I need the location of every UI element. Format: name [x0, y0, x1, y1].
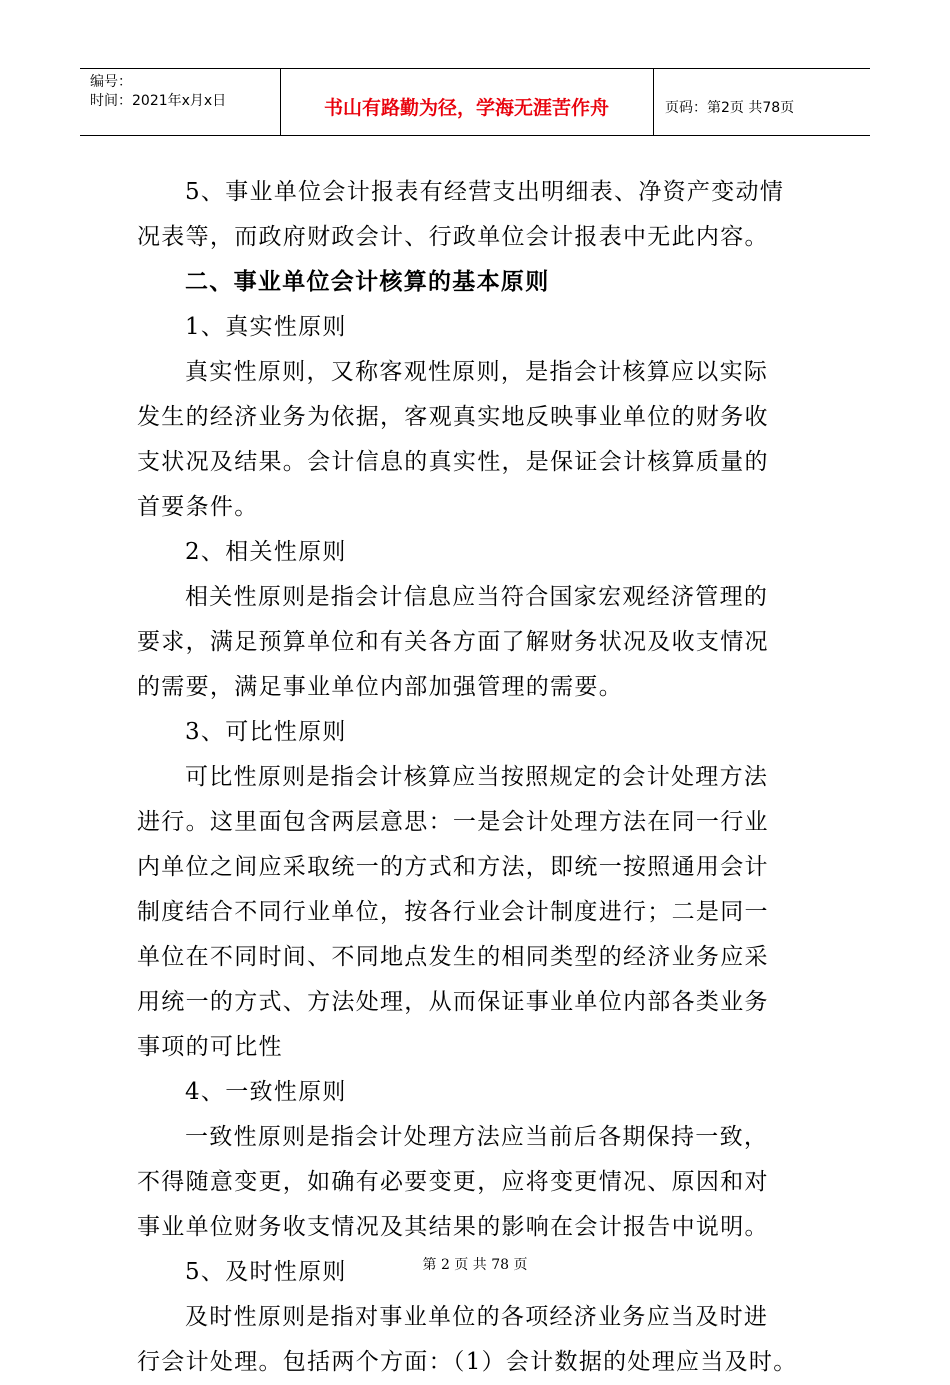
page-footer: 第 2 页 共 78 页: [422, 1257, 528, 1273]
text-line: 5、事业单位会计报表有经营支出明细表、净资产变动情: [185, 179, 785, 205]
text-line: 2、相关性原则: [185, 539, 347, 565]
document-number-label: 编号：: [90, 74, 132, 90]
header-motto: 书山有路勤为径，学海无涯苦作舟: [323, 97, 609, 119]
text-line: 况表等，而政府财政会计、行政单位会计报表中无此内容。: [137, 224, 769, 250]
text-line: 4、一致性原则: [185, 1079, 347, 1105]
text-line: 可比性原则是指会计核算应当按照规定的会计处理方法: [185, 764, 769, 790]
text-line: 事项的可比性: [137, 1034, 283, 1060]
text-line: 单位在不同时间、不同地点发生的相同类型的经济业务应采: [137, 944, 769, 970]
text-line: 用统一的方式、方法处理，从而保证事业单位内部各类业务: [137, 989, 769, 1015]
text-line: 相关性原则是指会计信息应当符合国家宏观经济管理的: [185, 584, 769, 610]
text-line: 事业单位财务收支情况及其结果的影响在会计报告中说明。: [137, 1214, 769, 1240]
text-line: 进行。这里面包含两层意思：一是会计处理方法在同一行业: [137, 809, 769, 835]
text-line: 的需要，满足事业单位内部加强管理的需要。: [137, 674, 623, 700]
text-line: 要求，满足预算单位和有关各方面了解财务状况及收支情况: [137, 629, 769, 655]
text-line: 制度结合不同行业单位，按各行业会计制度进行；二是同一: [137, 899, 769, 925]
document-date: 时间：2021年x月x日: [90, 93, 227, 109]
text-line: 真实性原则，又称客观性原则，是指会计核算应以实际: [185, 359, 769, 385]
header-meta: [90, 73, 275, 111]
text-line: 5、及时性原则: [185, 1259, 347, 1285]
text-line: 一致性原则是指会计处理方法应当前后各期保持一致，: [185, 1124, 769, 1150]
text-line: 发生的经济业务为依据，客观真实地反映事业单位的财务收: [137, 404, 769, 430]
header-page-info: 页码：第2页 共78页: [665, 100, 795, 116]
text-line: 不得随意变更，如确有必要变更，应将变更情况、原因和对: [137, 1169, 769, 1195]
section-heading: 二、事业单位会计核算的基本原则: [185, 269, 550, 295]
text-line: 及时性原则是指对事业单位的各项经济业务应当及时进: [185, 1304, 769, 1330]
header-bottom-rule: [80, 135, 870, 136]
text-line: 3、可比性原则: [185, 719, 347, 745]
header-top-rule: [80, 68, 870, 69]
text-line: 支状况及结果。会计信息的真实性，是保证会计核算质量的: [137, 449, 769, 475]
text-line: 首要条件。: [137, 494, 259, 520]
document-body: [137, 170, 817, 1385]
text-line: 1、真实性原则: [185, 314, 347, 340]
text-line: 行会计处理。包括两个方面：（1）会计数据的处理应当及时。: [137, 1349, 798, 1375]
text-line: 内单位之间应采取统一的方式和方法，即统一按照通用会计: [137, 854, 769, 880]
header-divider-right: [653, 68, 654, 135]
